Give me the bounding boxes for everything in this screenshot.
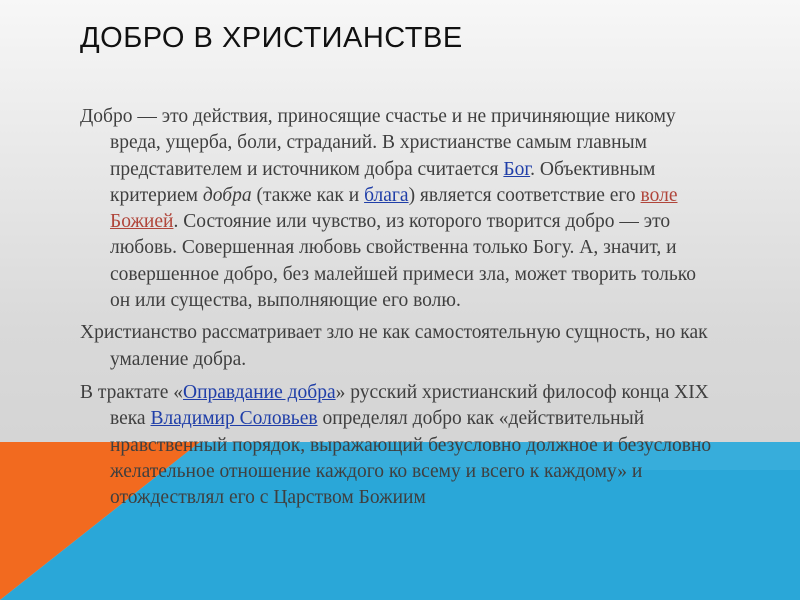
text-run: ) является соответствие его	[408, 184, 641, 206]
text-run: (также как и	[251, 184, 365, 206]
link-god[interactable]: Бог	[503, 158, 531, 180]
paragraph-treatise	[80, 380, 720, 511]
slide-title: ДОБРО В ХРИСТИАНСТВЕ	[80, 22, 463, 54]
text-run: Добро — это действия, приносящие счастье и не причиняющие никому вреда, ущерба, боли, страданий. В христианстве самым главным представителем и источником добра считается	[80, 106, 676, 180]
paragraph-definition	[80, 104, 720, 314]
text-run: . Состояние или чувство, из которого творится добро — это любовь. Совершенная любовь свойственна только Богу. А, значит, и совершенное добро, без малейшей примеси зла, может творить только он или существа, выполняющие его волю.	[110, 211, 696, 312]
link-author[interactable]: Владимир Соловьев	[150, 408, 318, 430]
link-will-of-god[interactable]: воле Божией	[110, 184, 678, 233]
emphasis-dobra: добра	[202, 184, 252, 206]
text-run: определял добро как «действительный нравственный порядок, выражающий безусловно должное и безусловно желательное отношение каждого ко всему и всего к каждому» и отождествлял его с Царством Божиим	[110, 408, 712, 509]
slide-body	[80, 104, 720, 518]
link-blaga[interactable]: блага	[364, 184, 409, 206]
text-run: . Объективным критерием	[110, 158, 656, 206]
link-treatise[interactable]: Оправдание добра	[182, 381, 336, 403]
text-run: В трактате «	[80, 381, 183, 403]
text-run: » русский христианский философ конца XIX века	[110, 381, 709, 430]
paragraph-evil: Христианство рассматривает зло не как самостоятельную сущность, но как умаление добра.	[80, 322, 708, 370]
